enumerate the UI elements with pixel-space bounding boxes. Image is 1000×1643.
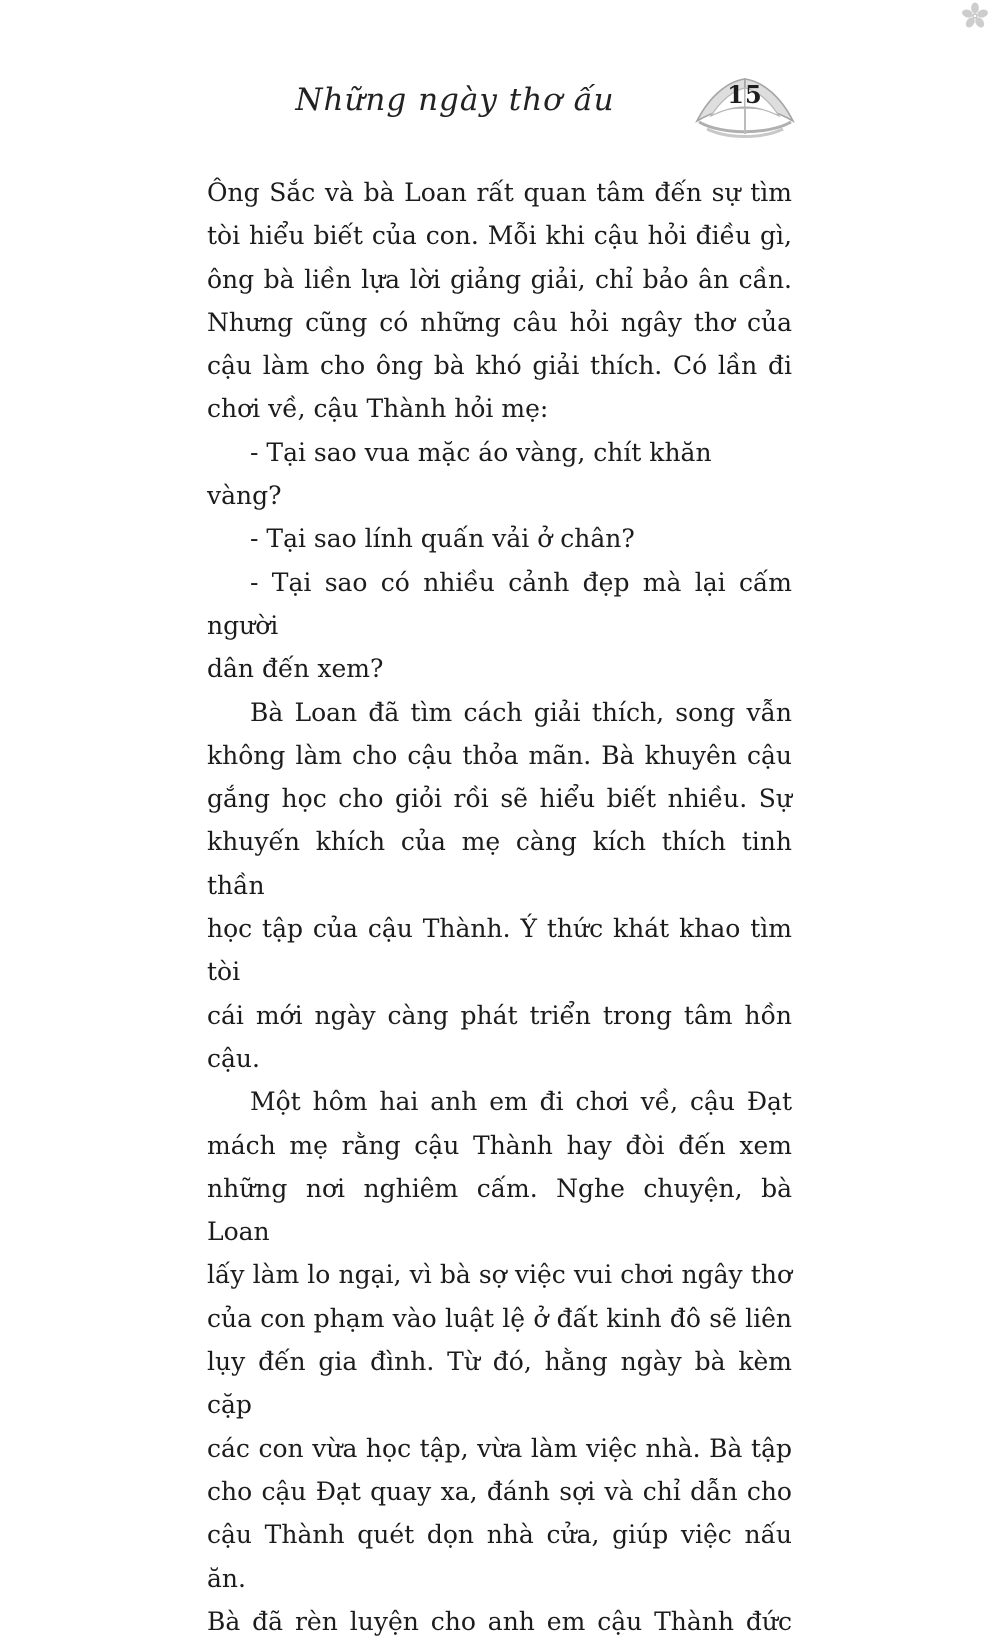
text-line: ông bà liền lựa lời giảng giải, chỉ bảo ân cần.: [207, 264, 792, 294]
text-line: tòi hiểu biết của con. Mỗi khi cậu hỏi điều gì,: [207, 221, 792, 251]
body-text: [207, 171, 792, 1643]
text-line: cái mới ngày càng phát triển trong tâm hồn cậu.: [207, 1000, 792, 1073]
text-line: Nhưng cũng có những câu hỏi ngây thơ của: [207, 307, 792, 337]
text-line: cho cậu Đạt quay xa, đánh sợi và chỉ dẫn cho: [207, 1476, 792, 1506]
text-line: học tập của cậu Thành. Ý thức khát khao tìm tòi: [207, 914, 792, 987]
running-title: Những ngày thơ ấu: [295, 82, 615, 118]
text-line: cậu Thành quét dọn nhà cửa, giúp việc nấu ăn.: [207, 1520, 792, 1593]
text-line: dân đến xem?: [207, 654, 384, 684]
text-line: Một hôm hai anh em đi chơi về, cậu Đạt: [250, 1087, 792, 1117]
text-line: Bà đã rèn luyện cho anh em cậu Thành đức: [207, 1606, 792, 1636]
text-line: lấy làm lo ngại, vì bà sợ việc vui chơi ngây thơ: [207, 1260, 792, 1290]
text-line: Ông Sắc và bà Loan rất quan tâm đến sự tìm: [207, 178, 792, 207]
text-line: của con phạm vào luật lệ ở đất kinh đô sẽ liên: [207, 1303, 792, 1333]
text-line: những nơi nghiêm cấm. Nghe chuyện, bà Loan: [207, 1173, 792, 1247]
text-line: - Tại sao vua mặc áo vàng, chít khăn vàng?: [207, 437, 712, 511]
text-line: gắng học cho giỏi rồi sẽ hiểu biết nhiều. Sự: [207, 784, 792, 814]
text-line: chơi về, cậu Thành hỏi mẹ:: [207, 394, 549, 424]
text-line: - Tại sao có nhiều cảnh đẹp mà lại cấm người: [207, 567, 792, 640]
text-line: khuyến khích của mẹ càng kích thích tinh thần: [207, 827, 792, 900]
text-line: Bà Loan đã tìm cách giải thích, song vẫn: [250, 697, 792, 727]
flower-ornament-icon: [960, 1, 990, 31]
page-number-badge: [692, 74, 798, 140]
text-line: mách mẹ rằng cậu Thành hay đòi đến xem: [207, 1130, 792, 1160]
text-line: cậu làm cho ông bà khó giải thích. Có lần đi: [207, 351, 792, 381]
text-line: không làm cho cậu thỏa mãn. Bà khuyên cậu: [207, 740, 792, 770]
page-number: 15: [727, 80, 763, 109]
text-line: lụy đến gia đình. Từ đó, hằng ngày bà kèm cặp: [207, 1347, 792, 1420]
text-line: - Tại sao lính quấn vải ở chân?: [250, 524, 635, 554]
text-line: các con vừa học tập, vừa làm việc nhà. Bà tập: [207, 1433, 792, 1463]
